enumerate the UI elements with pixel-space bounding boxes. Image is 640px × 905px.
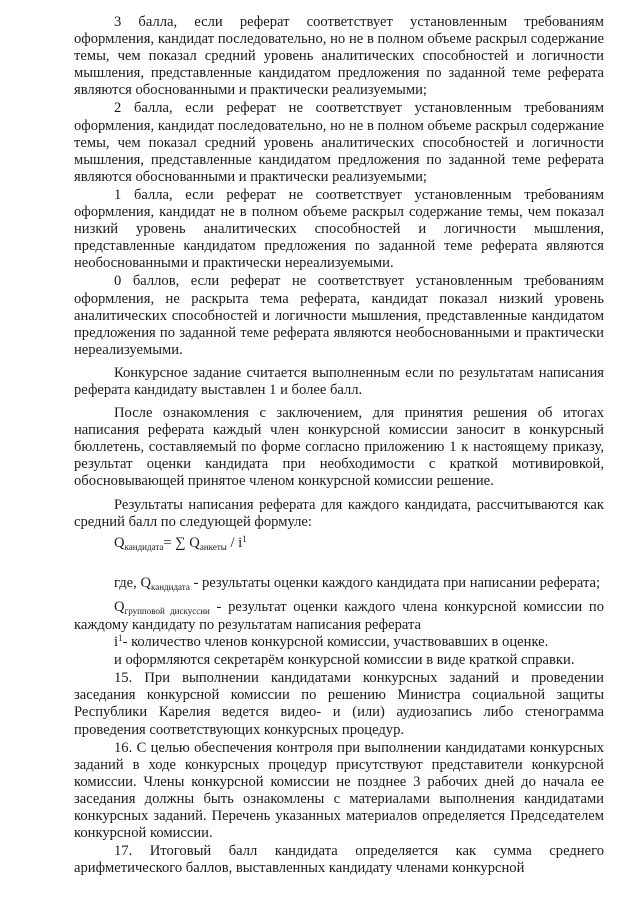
subscript-candidate: кандидата: [151, 581, 190, 592]
formula-sub-candidate: кандидата: [124, 541, 164, 552]
paragraph-i-count: $i^1-$ количество членов конкурсной комиссии, участвовавших в оценке.: [114, 633, 549, 651]
document-page: [74, 14, 604, 877]
paragraph-1-point: 1 балла, если реферат не соответствует установленным требованиям оформления, кандидат не в полном объеме раскрыл содержание темы, чем показал низкий уровень аналитических способностей и логичности мышления, представленные кандидатом предложения по заданной теме реферата являются необоснованными и практически нереализуемыми.: [74, 186, 604, 272]
paragraph-3-points: 3 балла, если реферат соответствует установленным требованиям оформления, кандидат последовательно, но не в полном объеме раскрыл содержание темы, чем показал средний уровень аналитических способностей и логичности мышления, представленные кандидатом предложения по заданной теме реферата являются обоснованными и практически реализуемыми;: [74, 14, 604, 99]
formula-divider: / i: [226, 534, 243, 551]
formula-sum: = ∑ Q: [163, 534, 200, 551]
subscript-group-discussion: групповой дискуссии: [124, 605, 210, 616]
paragraph-2-points: 2 балла, если реферат не соответствует установленным требованиям оформления, кандидат последовательно, но не в полном объеме раскрыл содержание темы, чем показал средний уровень аналитических способностей и логичности мышления, представленные кандидатом предложения по заданной теме реферата являются обоснованными и практически реализуемыми;: [74, 100, 604, 185]
paragraph-ballot: После ознакомления с заключением, для принятия решения об итогах написания реферата каждый член конкурсной комиссии заносит в конкурсный бюллетень, составляемый по форме согласно приложению 1 к настоящему приказу, результат оценки кандидата при необходимости с краткой мотивировкой, обосновывающей принятое членом конкурсной комиссии решение.: [74, 405, 604, 490]
paragraph-16: 16. С целью обеспечения контроля при выполнении кандидатами конкурсных заданий в ходе конкурсных процедур присутствуют представители конкурсной комиссии. Члены конкурсной комиссии не позднее 3 рабочих дней до начала ее заседания должны быть ознакомлены с материалами выполнения кандидатами конкурсных заданий. Перечень указанных материалов определяется Председателем конкурсной комиссии.: [74, 739, 604, 842]
paragraph-task-completed: Конкурсное задание считается выполненным если по результатам написания реферата кандидату выставлен 1 и более балл.: [74, 364, 604, 398]
paragraph-results-formula-intro: Результаты написания реферата для каждого кандидата, рассчитываются как средний балл по следующей формуле:: [74, 496, 604, 530]
paragraph-summary: и оформляются секретарём конкурсной комиссии в виде краткой справки.: [114, 652, 575, 669]
paragraph-17: 17. Итоговый балл кандидата определяется как сумма среднего арифметического баллов, выставленных кандидату членами конкурсной: [74, 843, 604, 877]
paragraph-where-q-candidate: где, $Q_{кандидата}$ - результаты оценки каждого кандидата при написании реферата;: [114, 574, 601, 592]
paragraph-q-group: $Q_{групповой дискуссии}$ - результат оценки каждого члена конкурсной комиссии по каждому кандидату по результатам написания реферата: [74, 598, 605, 633]
formula: [74, 535, 604, 553]
formula-sub-forms: анкеты: [199, 541, 227, 552]
formula-q: Q: [114, 534, 125, 551]
paragraph-15: 15. При выполнении кандидатами конкурсных заданий и проведении заседания конкурсной комиссии по решению Министра социальной защиты Республики Карелия ведется видео- и (или) аудиозапись либо стенограмма проведения соответствующих конкурсных процедур.: [74, 670, 604, 738]
paragraph-0-points: 0 баллов, если реферат не соответствует установленным требованиям оформления, не раскрыта тема реферата, кандидат показал низкий уровень аналитических способностей и логичности мышления, представленные кандидатом предложения по заданной теме реферата являются необоснованными и практически нереализуемыми.: [74, 273, 604, 358]
formula-sup: 1: [242, 533, 247, 544]
superscript-i: 1: [118, 633, 123, 644]
